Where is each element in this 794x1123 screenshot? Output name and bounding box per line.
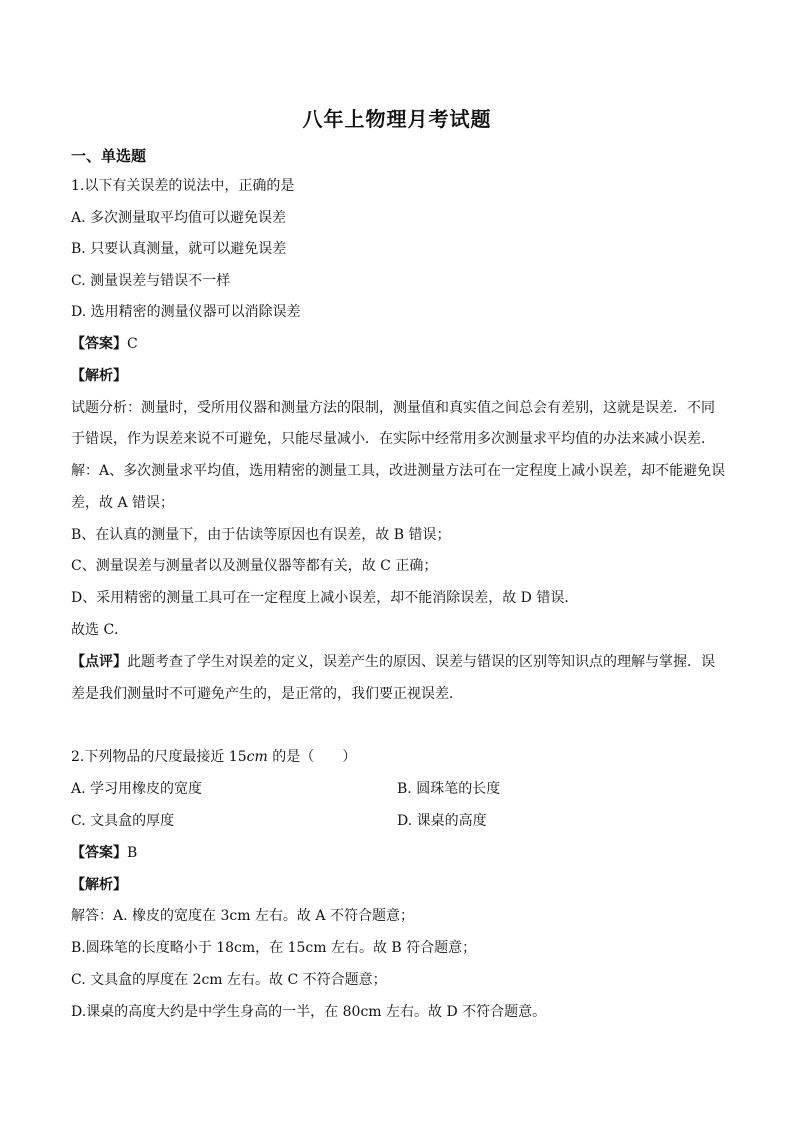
q2-option-d: D. 课桌的高度 (397, 813, 487, 829)
q1-analysis-line: 于错误，作为误差来说不可避免，只能尽量减小．在实际中经常用多次测量求平均值的办法来减小误差． (71, 431, 715, 447)
q2-stem (71, 747, 356, 767)
q2-answer-label: 【答案】 (71, 845, 127, 861)
q1-answer-value: C (127, 336, 138, 352)
q2-option-a: A. 学习用橡皮的宽度 (71, 781, 203, 797)
page-title: 八年上物理月考试题 (302, 107, 492, 131)
q1-option-d: D. 选用精密的测量仪器可以消除误差 (71, 304, 301, 320)
q2-stem-suffix: 的是（ ） (267, 749, 357, 765)
q1-option-c: C. 测量误差与错误不一样 (71, 273, 231, 289)
section-heading: 一、单选题 (71, 147, 147, 165)
q2-option-c: C. 文具盒的厚度 (71, 813, 175, 829)
q1-comment-label: 【点评】 (71, 654, 127, 670)
q1-analysis-line: 差，故 A 错误； (71, 495, 175, 511)
q2-answer-value: B (127, 845, 138, 861)
q1-answer-label: 【答案】 (71, 336, 127, 352)
q1-analysis-line: B、在认真的测量下，由于估读等原因也有误差，故 B 错误； (71, 527, 451, 543)
q2-analysis-line: C. 文具盒的厚度在 2cm 左右。故 C 不符合题意； (71, 972, 387, 988)
q1-answer (71, 334, 138, 354)
q2-option-b: B. 圆珠笔的长度 (397, 781, 501, 797)
q1-comment-text: 此题考查了学生对误差的定义，误差产生的原因、误差与错误的区别等知识点的理解与掌握．误 (127, 654, 715, 670)
q1-analysis-line: 解：A、多次测量求平均值，选用精密的测量工具，改进测量方法可在一定程度上减小误差，却不能避免误 (71, 463, 726, 479)
q2-analysis-line: 解答：A. 橡皮的宽度在 3cm 左右。故 A 不符合题意； (71, 908, 414, 924)
q1-comment-continued: 差是我们测量时不可避免产生的，是正常的，我们要正视误差． (71, 686, 463, 702)
q1-stem: 1.以下有关误差的说法中，正确的是 (71, 178, 295, 194)
q1-analysis-line: C、测量误差与测量者以及测量仪器等都有关，故 C 正确； (71, 558, 438, 574)
q2-analysis-line: D.课桌的高度大约是中学生身高的一半，在 80cm 左右。故 D 不符合题意。 (71, 1004, 547, 1020)
q2-analysis-label: 【解析】 (71, 877, 127, 893)
q2-answer (71, 843, 137, 863)
q1-analysis-line: 故选 C． (71, 622, 129, 638)
q2-analysis-line: B.圆珠笔的长度略小于 18cm，在 15cm 左右。故 B 符合题意； (71, 940, 477, 956)
q1-option-a: A. 多次测量取平均值可以避免误差 (71, 210, 287, 226)
q1-analysis-label: 【解析】 (71, 368, 127, 384)
q1-analysis-line: D、采用精密的测量工具可在一定程度上减小误差，却不能消除误差，故 D 错误． (71, 590, 579, 606)
q1-analysis-line: 试题分析：测量时，受所用仪器和测量方法的限制，测量值和真实值之间总会有差别，这就是误差．不同 (71, 400, 715, 416)
q1-option-b: B. 只要认真测量，就可以避免误差 (71, 241, 287, 257)
q2-stem-unit: cm (246, 749, 268, 765)
q2-stem-prefix: 2.下列物品的尺度最接近 15 (71, 749, 247, 765)
q1-comment (71, 652, 715, 672)
